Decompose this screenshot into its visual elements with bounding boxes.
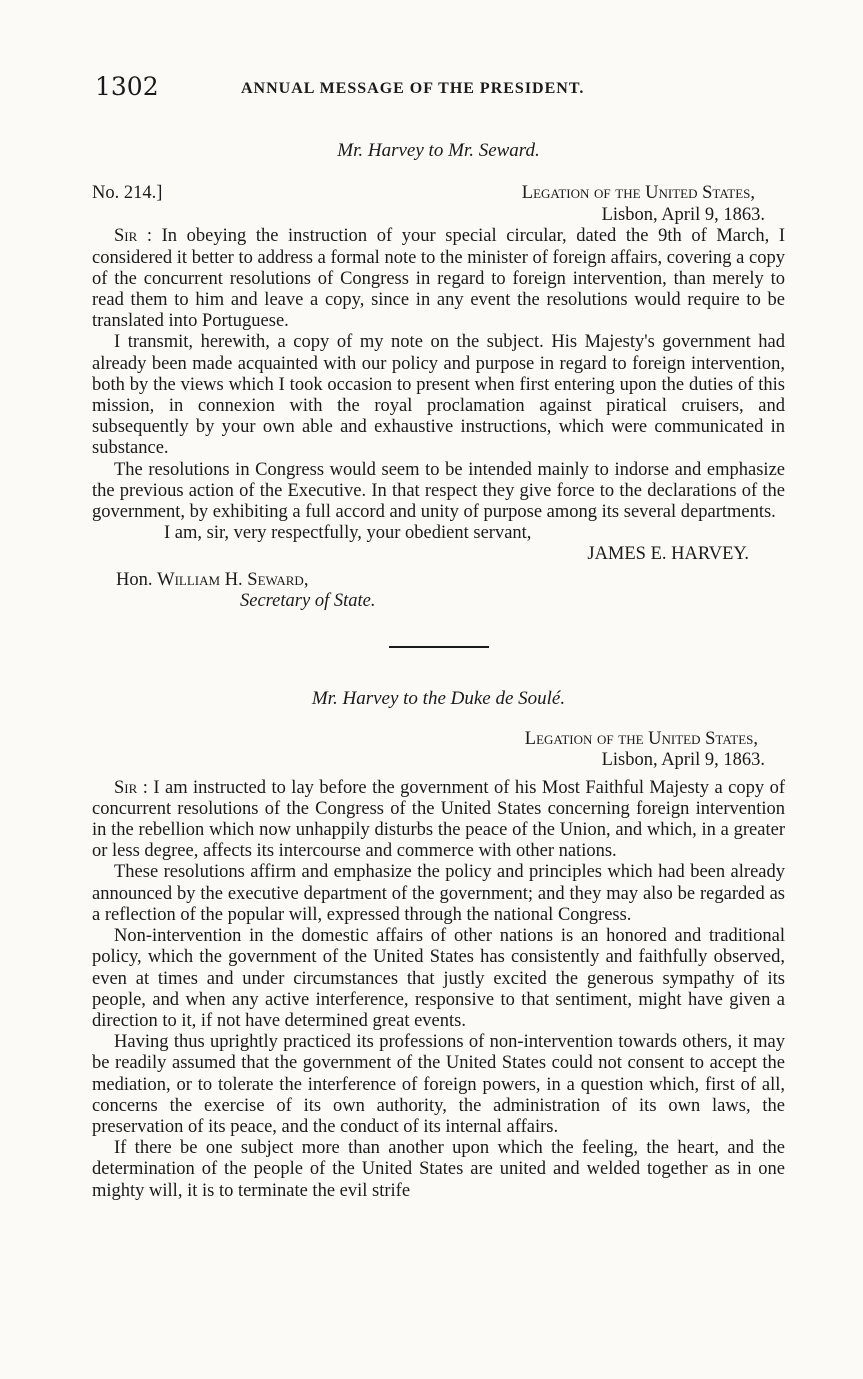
section-divider xyxy=(389,646,489,648)
paragraph: If there be one subject more than another upon which the feeling, the heart, and the determination of the people of the United States are united and welded together as in one mighty will, it is to terminate the evil strife xyxy=(92,1138,785,1201)
addressee-prefix: Hon. xyxy=(116,569,153,590)
addressee xyxy=(92,570,785,591)
paragraph: These resolutions affirm and emphasize the policy and principles which had been already announced by the executive department of the government; and they may also be regarded as a reflection of the popular will, expressed through the national Congress. xyxy=(92,862,785,925)
running-title: ANNUAL MESSAGE OF THE PRESIDENT. xyxy=(241,80,585,97)
addressee-title: Secretary of State. xyxy=(240,590,376,611)
paragraph: Sir : In obeying the instruction of your special circular, dated the 9th of March, I considered it better to address a formal note to the minister of foreign affairs, covering a copy of the concurrent resolutions of Congress in regard to foreign intervention, than merely to read them to him and leave a copy, since in any event the resolutions would require to be translated into Portuguese. xyxy=(92,226,785,332)
paragraph: Sir : I am instructed to lay before the government of his Most Faithful Majesty a copy of concurrent resolutions of the Congress of the United States concerning foreign intervention in the rebellion which now unhappily disturbs the peace of the Union, and which, in a greater or less degree, affects its intercourse and commerce with other nations. xyxy=(92,777,785,862)
page-number: 1302 xyxy=(95,72,159,101)
dateline: Lisbon, April 9, 1863. xyxy=(601,205,765,226)
addressee-name: William H. Seward, xyxy=(157,569,309,590)
paragraph: Non-intervention in the domestic affairs of other nations is an honored and traditional policy, which the government of the United States has consistently and faithfully observed, even at times and under circumstances that justly excited the generous sympathy of its people, and when any active interference, responsive to that sentiment, might have given a direction to it, if not have determined great events. xyxy=(92,926,785,1031)
closing-line: I am, sir, very respectfully, your obedient servant, xyxy=(164,523,532,544)
letter-heading: Mr. Harvey to Mr. Seward. xyxy=(337,140,540,161)
paragraph: The resolutions in Congress would seem to be intended mainly to indorse and emphasize the previous action of the Executive. In that respect they give force to the declarations of the government, by exhibiting a full accord and unity of purpose among its several departments. xyxy=(92,459,785,523)
signature: JAMES E. HARVEY. xyxy=(587,544,749,565)
salutation: Sir : xyxy=(114,226,153,247)
legation-line: Legation of the United States, xyxy=(521,183,755,204)
page-body xyxy=(92,140,785,1202)
page-header xyxy=(95,72,803,106)
dispatch-number: No. 214.] xyxy=(92,183,163,204)
legation-line: Legation of the United States, xyxy=(524,729,758,750)
letter-heading: Mr. Harvey to the Duke de Soulé. xyxy=(311,688,566,710)
dateline: Lisbon, April 9, 1863. xyxy=(601,750,765,771)
reference-line xyxy=(92,181,785,205)
salutation: Sir : xyxy=(114,777,148,798)
paragraph: I transmit, herewith, a copy of my note on the subject. His Majesty's government had already been made acquainted with our policy and purpose in regard to foreign intervention, both by the views which I took occasion to present when first entering upon the duties of this mission, in connexion with the royal proclamation against piratical cruisers, and subsequently by your own able and exhaustive instructions, which were communicated in substance. xyxy=(92,332,785,459)
paragraph: Having thus uprightly practiced its professions of non-intervention towards others, it may be readily assumed that the government of the United States could not consent to accept the mediation, or to tolerate the interference of foreign powers, in a question which, first of all, concerns the exercise of its own authority, the administration of its own laws, the preservation of its peace, and the conduct of its internal affairs. xyxy=(92,1032,785,1137)
